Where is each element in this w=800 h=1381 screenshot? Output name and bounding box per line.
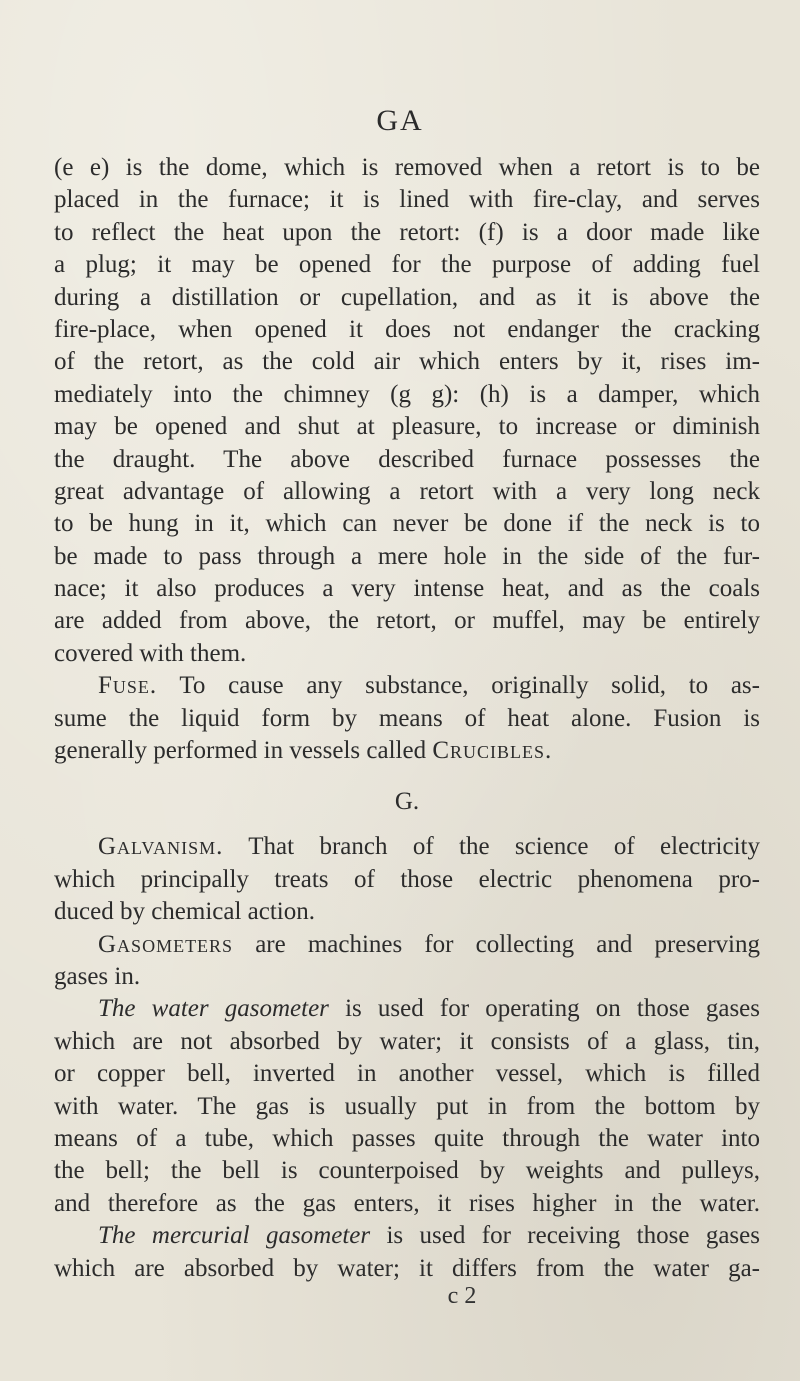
- text-segment: of the retort, as the cold air which enters by it, rises im-: [54, 348, 760, 376]
- text-segment: great advantage of allowing a retort with a very long neck: [54, 477, 760, 505]
- text-line: [54, 1026, 760, 1058]
- text-line: [54, 1155, 760, 1187]
- text-line: [54, 444, 760, 476]
- text-segment: which are absorbed by water; it differs from the water ga-: [54, 1254, 760, 1282]
- text-segment: may be opened and shut at pleasure, to increase or diminish: [54, 413, 760, 441]
- entry-term: Fuse.: [98, 672, 158, 700]
- text-segment: covered with them.: [54, 639, 247, 667]
- text-segment: means of a tube, which passes quite through the water into: [54, 1124, 760, 1152]
- text-segment: or copper bell, inverted in another vessel, which is filled: [54, 1060, 760, 1088]
- text-segment: are machines for collecting and preserving: [233, 930, 760, 958]
- text-segment: nace; it also produces a very intense heat, and as the coals: [54, 575, 760, 603]
- text-line: [54, 670, 760, 702]
- text-line: [54, 605, 760, 637]
- text-line: [54, 1253, 760, 1285]
- entry-term: Galvanism.: [98, 833, 224, 861]
- entry-term: Gasometers: [98, 930, 234, 958]
- text-line: [54, 508, 760, 540]
- text-segment: are added from above, the retort, or muffel, may be entirely: [54, 607, 760, 635]
- text-line: [54, 573, 760, 605]
- italic-term: The mercurial gasometer: [98, 1222, 371, 1250]
- text-line: [54, 476, 760, 508]
- text-segment: gases in.: [54, 962, 141, 990]
- text-segment: with water. The gas is usually put in from the bottom by: [54, 1092, 760, 1120]
- italic-term: The water gasometer: [98, 995, 329, 1023]
- text-line: [54, 152, 760, 184]
- text-line: [54, 184, 760, 216]
- text-segment: a plug; it may be opened for the purpose of adding fuel: [54, 251, 760, 279]
- text-line: [54, 896, 760, 928]
- text-line: [54, 864, 760, 896]
- text-segment: duced by chemical action.: [54, 898, 315, 926]
- entry-term: Crucibles.: [432, 737, 553, 765]
- text-line: [54, 1123, 760, 1155]
- text-segment: to be hung in it, which can never be done if the neck is to: [54, 510, 760, 538]
- text-line: [54, 703, 760, 735]
- text-segment: (e e) is the dome, which is removed when a retort is to be: [54, 154, 760, 181]
- text-segment: the bell; the bell is counterpoised by weights and pulleys,: [54, 1157, 760, 1185]
- text-segment: the draught. The above described furnace possesses the: [54, 445, 760, 473]
- text-segment: to reflect the heat upon the retort: (f) is a door made like: [54, 218, 760, 246]
- text-line: [54, 217, 760, 249]
- text-segment: is used for operating on those gases: [328, 995, 760, 1023]
- text-segment: and therefore as the gas enters, it rises higher in the water.: [54, 1189, 760, 1217]
- section-letter: G.: [394, 788, 420, 816]
- text-line: [54, 638, 760, 670]
- signature-mark: c 2: [447, 1282, 477, 1309]
- text-segment: To cause any substance, originally solid, to as-: [157, 672, 760, 700]
- text-line: [54, 993, 760, 1025]
- text-line: [54, 1220, 760, 1252]
- text-segment: That branch of the science of electricity: [223, 833, 760, 861]
- text-segment: generally performed in vessels called: [54, 737, 433, 765]
- text-segment: which are not absorbed by water; it consists of a glass, tin,: [54, 1027, 760, 1055]
- text-segment: fire-place, when opened it does not endanger the cracking: [54, 315, 760, 343]
- text-line: [54, 929, 760, 961]
- text-segment: during a distillation or cupellation, and as it is above the: [54, 283, 760, 311]
- body-text: [54, 152, 760, 1309]
- text-segment: which principally treats of those electric phenomena pro-: [54, 865, 760, 893]
- text-line: [54, 1058, 760, 1090]
- text-line: [54, 735, 760, 767]
- text-line: [54, 1091, 760, 1123]
- text-line: [54, 411, 760, 443]
- text-line: [54, 346, 760, 378]
- text-line: [54, 541, 760, 573]
- text-segment: sume the liquid form by means of heat alone. Fusion is: [54, 704, 760, 732]
- text-line: [54, 1188, 760, 1220]
- text-line: [54, 282, 760, 314]
- text-segment: placed in the furnace; it is lined with fire-clay, and serves: [54, 186, 760, 214]
- text-line: [54, 831, 760, 863]
- text-segment: mediately into the chimney (g g): (h) is a damper, which: [54, 380, 760, 408]
- text-line: [54, 379, 760, 411]
- text-segment: be made to pass through a mere hole in the side of the fur-: [54, 542, 760, 570]
- text-line: [54, 961, 760, 993]
- text-line: [54, 249, 760, 281]
- running-head: GA: [376, 104, 424, 137]
- text-line: [54, 314, 760, 346]
- text-segment: is used for receiving those gases: [370, 1222, 760, 1250]
